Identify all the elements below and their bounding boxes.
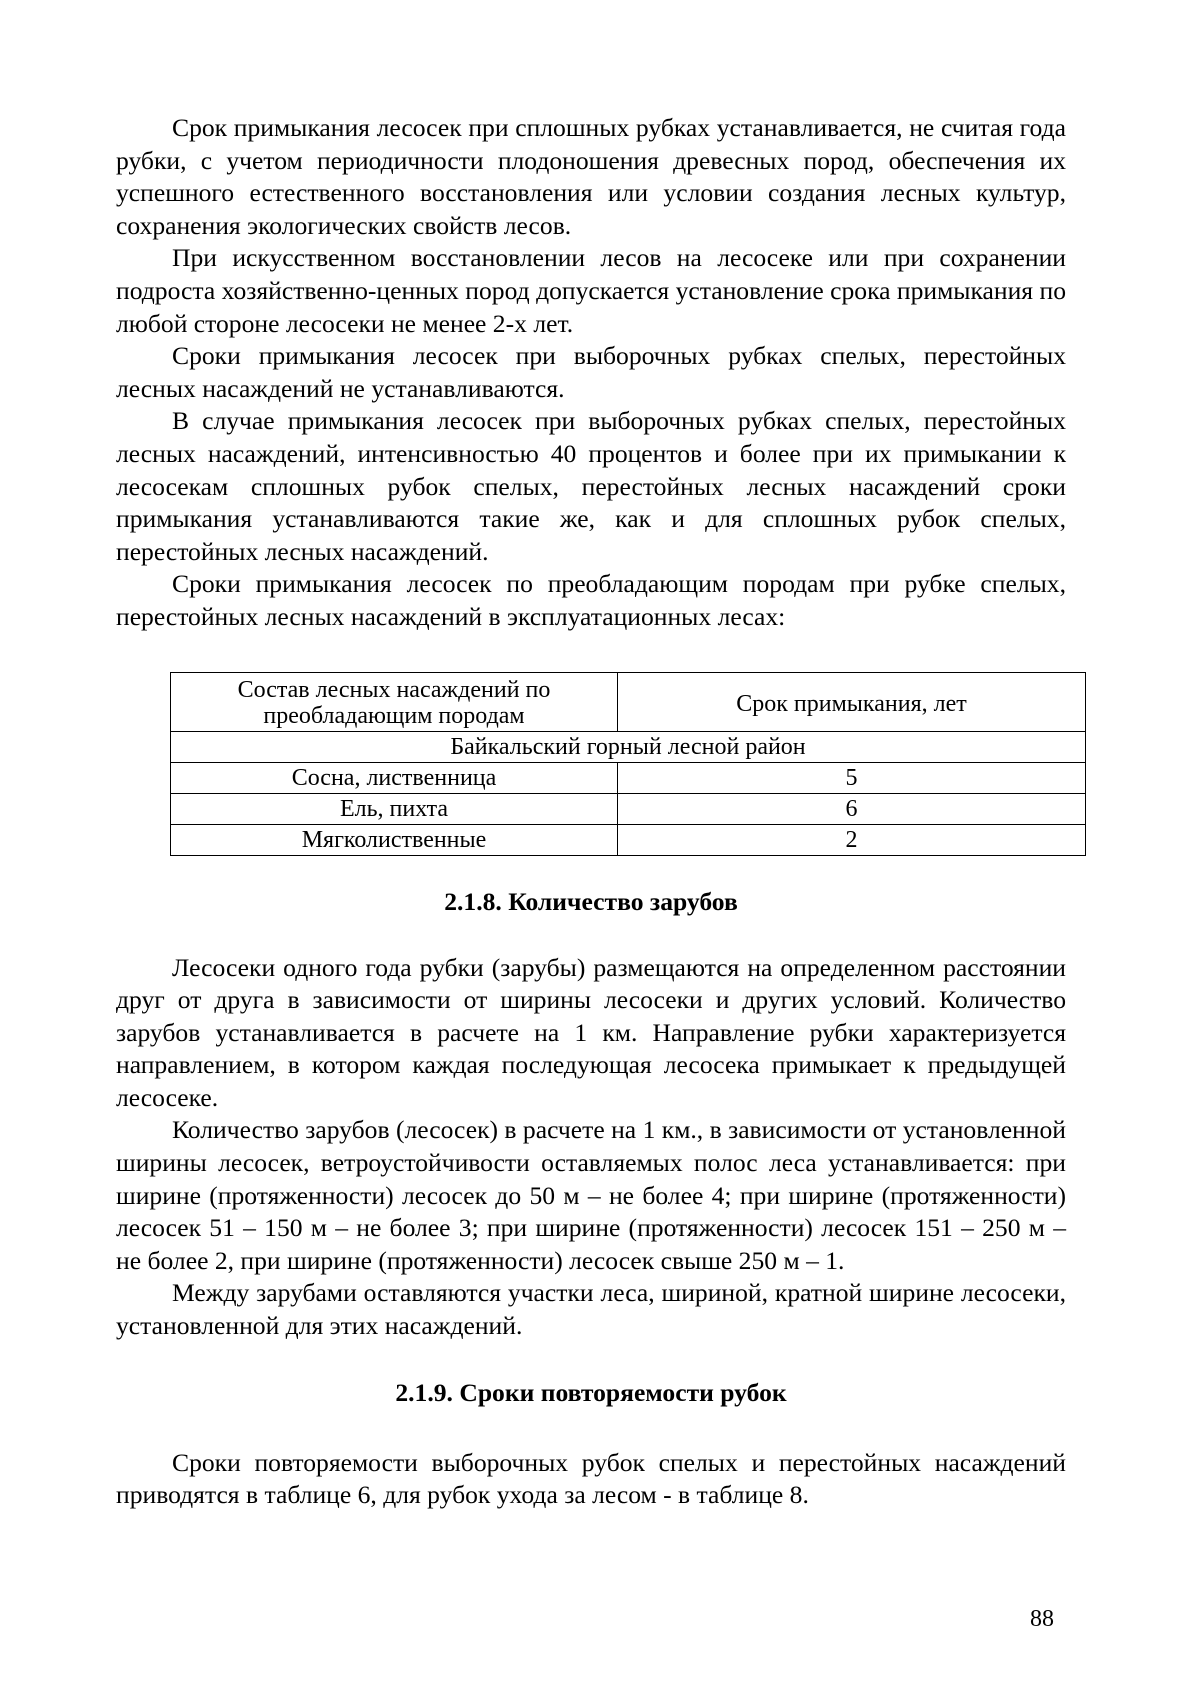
paragraph: Срок примыкания лесосек при сплошных рубках устанавливается, не считая года рубки, с учетом периодичности плодоношения древесных пород, обеспечения их успешного естественного восстановления или условии создания лесных культур, сохранения экологических свойств лесов. bbox=[116, 113, 1066, 240]
paragraph: Лесосеки одного года рубки (зарубы) размещаются на определенном расстоянии друг от друга в зависимости от ширины лесосеки и других условий. Количество зарубов устанавливается в расчете на 1 км. Направление рубки характеризуется направлением, в котором каждая последующая лесосека примыкает к предыдущей лесосеке. bbox=[116, 952, 1066, 1112]
table-row bbox=[171, 824, 1086, 855]
species-cell: Мягколиственные bbox=[171, 824, 618, 855]
region-cell: Байкальский горный лесной район bbox=[171, 731, 1086, 762]
years-cell: 6 bbox=[618, 793, 1086, 824]
header-adjacency-period: Срок примыкания, лет bbox=[618, 672, 1086, 731]
table-region-row bbox=[171, 731, 1086, 762]
page-content bbox=[116, 112, 1066, 1512]
table-header-row bbox=[171, 672, 1086, 731]
years-cell: 2 bbox=[618, 824, 1086, 855]
paragraph: При искусственном восстановлении лесов на лесосеке или при сохранении подроста хозяйственно-ценных пород допускается установление срока примыкания по любой стороне лесосеки не менее 2-х лет. bbox=[116, 243, 1066, 338]
paragraph: В случае примыкания лесосек при выборочных рубках спелых, перестойных лесных насаждений, интенсивностью 40 процентов и более при их примыкании к лесосекам сплошных рубок спелых, перестойных лесных насаждений сроки примыкания устанавливаются такие же, как и для сплошных рубок спелых, перестойных лесных насаждений. bbox=[116, 406, 1066, 566]
table-row bbox=[171, 762, 1086, 793]
years-cell: 5 bbox=[618, 762, 1086, 793]
paragraph: Сроки повторяемости выборочных рубок спелых и перестойных насаждений приводятся в таблице 6, для рубок ухода за лесом - в таблице 8. bbox=[116, 1447, 1066, 1510]
section-heading-2-1-8: 2.1.8. Количество зарубов bbox=[444, 886, 738, 916]
paragraph: Между зарубами оставляются участки леса, шириной, кратной ширине лесосеки, установленной для этих насаждений. bbox=[116, 1278, 1066, 1341]
paragraph: Сроки примыкания лесосек при выборочных рубках спелых, перестойных лесных насаждений не устанавливаются. bbox=[116, 341, 1066, 403]
paragraph: Сроки примыкания лесосек по преобладающим породам при рубке спелых, перестойных лесных насаждений в эксплуатационных лесах: bbox=[116, 569, 1066, 631]
section-heading-2-1-9: 2.1.9. Сроки повторяемости рубок bbox=[395, 1377, 787, 1407]
header-species-composition: Состав лесных насаждений по преобладающим породам bbox=[171, 672, 618, 731]
species-cell: Ель, пихта bbox=[171, 793, 618, 824]
table-row bbox=[171, 793, 1086, 824]
page-number: 88 bbox=[1030, 1606, 1054, 1632]
adjacency-table-wrapper bbox=[170, 672, 1086, 856]
species-cell: Сосна, лиственница bbox=[171, 762, 618, 793]
adjacency-period-table bbox=[170, 672, 1086, 856]
paragraph: Количество зарубов (лесосек) в расчете на 1 км., в зависимости от установленной ширины лесосек, ветроустойчивости оставляемых полос леса устанавливается: при ширине (протяженности) лесосек до 50 м – не более 4; при ширине (протяженности) лесосек 51 – 150 м – не более 3; при ширине (протяженности) лесосек 151 – 250 м – не более 2, при ширине (протяженности) лесосек свыше 250 м – 1. bbox=[116, 1115, 1066, 1275]
